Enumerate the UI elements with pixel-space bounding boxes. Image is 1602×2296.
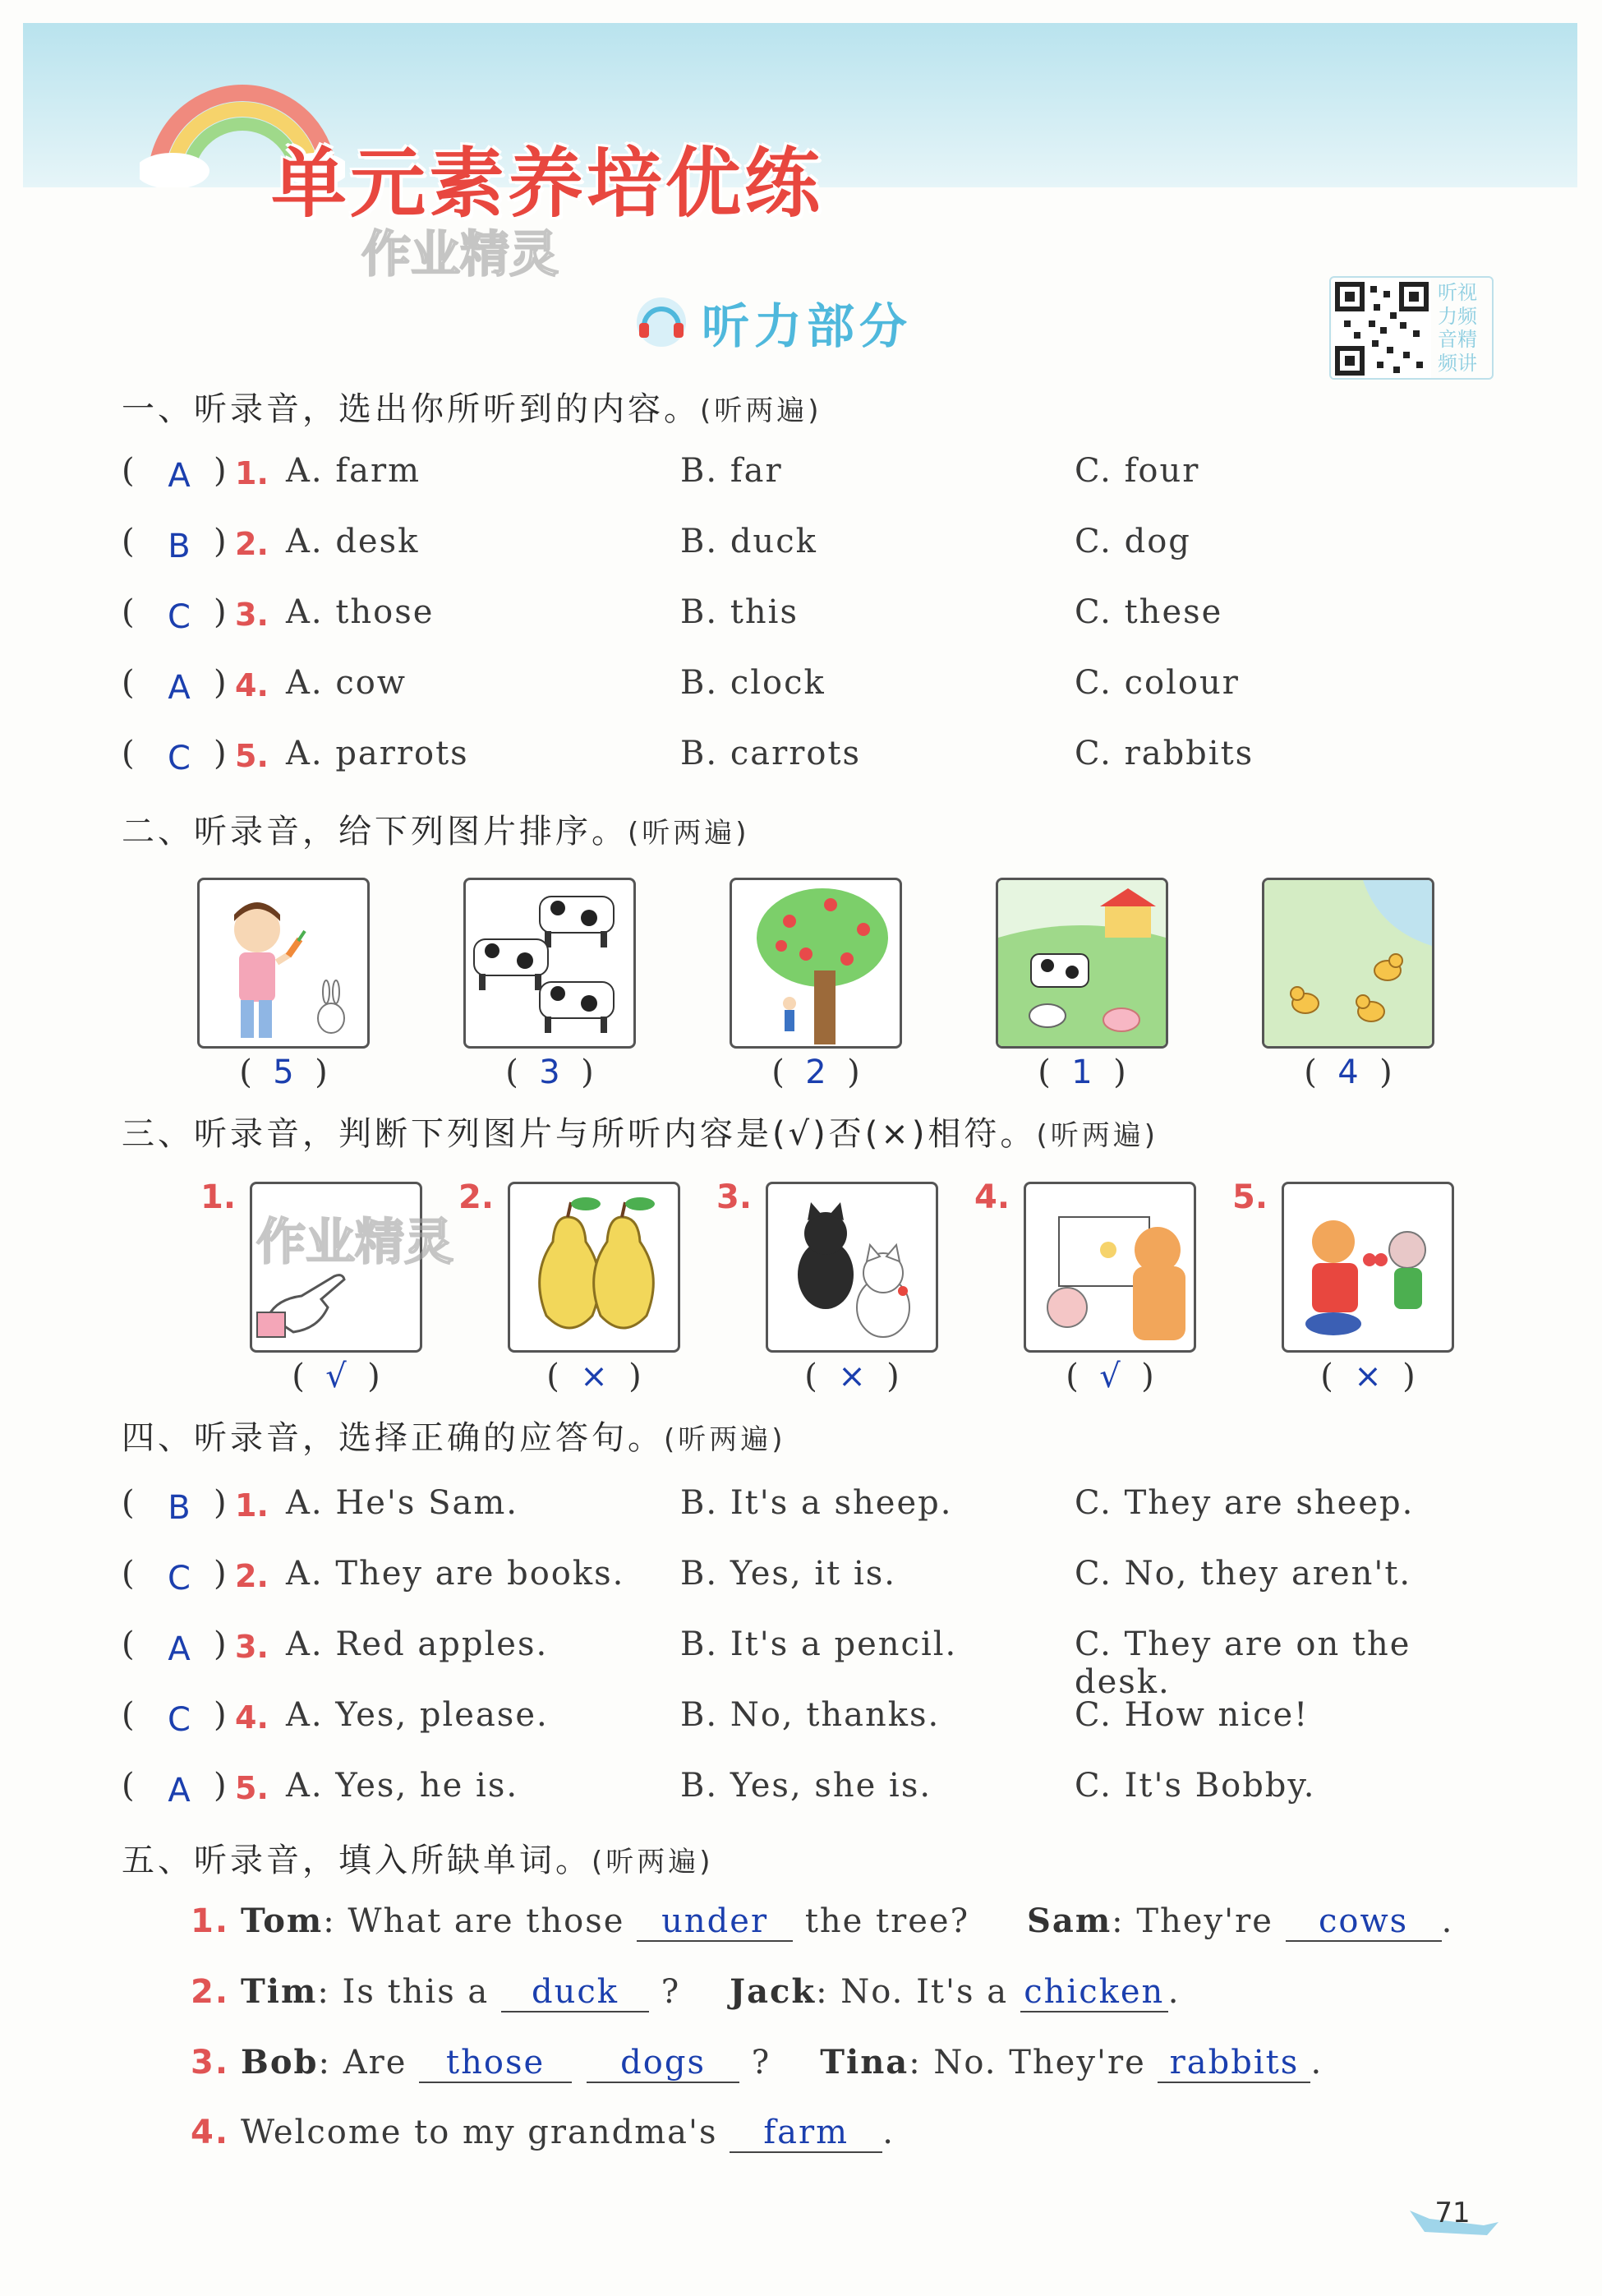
fill-text: the tree?: [793, 1902, 970, 1940]
judge-answer-3: ( × ): [804, 1358, 900, 1395]
part1-question-row: [122, 735, 1518, 784]
fill-blank[interactable]: cows: [1286, 1902, 1442, 1942]
picture-pears: [508, 1182, 680, 1353]
fill-blank[interactable]: under: [637, 1902, 793, 1942]
option-a: A. Yes, please.: [286, 1696, 549, 1734]
paren-left: (: [122, 735, 135, 772]
judge-answer-4: ( √ ): [1066, 1358, 1154, 1395]
part1-question-row: [122, 664, 1518, 713]
watermark: 作业精灵: [361, 226, 559, 284]
option-c: C. How nice!: [1075, 1696, 1310, 1734]
fill-blank[interactable]: farm: [730, 2114, 882, 2153]
order-answer-4: ( 1 ): [1038, 1053, 1126, 1091]
judge-number-4: 4.: [974, 1178, 1010, 1216]
fill-line-4: [191, 2114, 895, 2153]
order-answer-3: ( 2 ): [771, 1053, 860, 1091]
fill-text: : They're: [1112, 1902, 1286, 1940]
qr-label-char: 精: [1457, 328, 1477, 351]
speaker: Jack: [730, 1972, 817, 2011]
paren-right: ): [214, 1555, 227, 1593]
fill-blank[interactable]: dogs: [587, 2044, 739, 2083]
option-c: C. colour: [1075, 664, 1240, 702]
option-a: A. those: [286, 593, 435, 631]
judge-number-5: 5.: [1232, 1178, 1268, 1216]
question-number: 1.: [235, 1487, 269, 1524]
part4-heading: [122, 1412, 786, 1459]
order-value: 3: [539, 1053, 560, 1091]
part4-question-row: [122, 1484, 1518, 1533]
paren-right: ): [214, 452, 227, 490]
fill-text: : What are those: [323, 1902, 638, 1940]
option-b: B. It's a pencil.: [680, 1625, 958, 1663]
order-answer-1: ( 5 ): [239, 1053, 328, 1091]
fill-text: .: [1441, 1902, 1454, 1940]
speaker: Sam: [1027, 1902, 1112, 1940]
judge-number-2: 2.: [458, 1178, 495, 1216]
question-number: 4.: [235, 1699, 269, 1736]
fill-text: .: [1310, 2044, 1323, 2082]
paren-left: (: [122, 452, 135, 490]
paren-left: (: [122, 1484, 135, 1522]
paren-right: ): [214, 593, 227, 631]
section-title-label: 听力部分: [702, 298, 913, 354]
part3-hint: (听两遍): [1036, 1119, 1158, 1152]
qr-label-char: 音: [1438, 328, 1457, 351]
answer-choice[interactable]: A: [168, 669, 191, 707]
option-a: A. desk: [286, 523, 420, 560]
option-a: A. cow: [286, 664, 407, 702]
judge-value: √: [325, 1358, 347, 1395]
page-title: 单元素养培优练: [271, 140, 824, 228]
option-a: A. Red apples.: [286, 1625, 549, 1663]
order-value: 2: [805, 1053, 826, 1091]
qr-code-panel[interactable]: [1329, 276, 1494, 380]
part1-heading: [122, 383, 822, 430]
answer-choice[interactable]: B: [168, 528, 191, 565]
part4-heading-text: 四、听录音，选择正确的应答句。: [122, 1419, 664, 1457]
picture-cows: [463, 878, 636, 1049]
picture-cat-mouse-apples: [1282, 1182, 1454, 1353]
paren-left: (: [122, 664, 135, 702]
qr-label-char: 频: [1457, 304, 1477, 328]
option-b: B. It's a sheep.: [680, 1484, 953, 1522]
option-c: C. these: [1075, 593, 1223, 631]
option-c: C. It's Bobby.: [1075, 1767, 1316, 1805]
fill-blank[interactable]: duck: [501, 1973, 649, 2012]
speaker: Tina: [820, 2043, 909, 2082]
paren-right: ): [214, 523, 227, 560]
option-c: C. No, they aren't.: [1075, 1555, 1412, 1593]
qr-label-char: 力: [1438, 304, 1457, 328]
answer-choice[interactable]: C: [168, 1701, 191, 1739]
option-b: B. far: [680, 452, 783, 490]
picture-chicks: [1262, 878, 1434, 1049]
judge-value: ×: [838, 1358, 866, 1395]
fill-text: .: [1167, 1973, 1181, 2011]
paren-left: (: [122, 593, 135, 631]
paren-left: (: [122, 1696, 135, 1734]
option-a: A. They are books.: [286, 1555, 625, 1593]
option-a: A. Yes, he is.: [286, 1767, 519, 1805]
option-c: C. They are on the desk.: [1075, 1625, 1411, 1701]
option-c: C. rabbits: [1075, 735, 1254, 772]
answer-choice[interactable]: A: [168, 1772, 191, 1810]
qr-code-icon[interactable]: [1333, 279, 1431, 378]
part3-heading-text: 三、听录音，判断下列图片与所听内容是(√)否(×)相符。: [122, 1115, 1037, 1153]
option-b: B. clock: [680, 664, 826, 702]
option-b: B. Yes, she is.: [680, 1767, 932, 1805]
qr-label-char: 讲: [1457, 351, 1477, 375]
picture-farm: [996, 878, 1168, 1049]
question-number: 1.: [235, 455, 269, 491]
answer-choice[interactable]: C: [168, 1560, 191, 1598]
paren-right: ): [214, 735, 227, 772]
question-number: 3.: [235, 597, 269, 633]
answer-choice[interactable]: C: [168, 598, 191, 636]
part1-heading-text: 一、听录音，选出你所听到的内容。: [122, 390, 700, 428]
fill-text: : No. They're: [909, 2044, 1158, 2082]
part1-question-row: [122, 593, 1518, 643]
part1-question-row: [122, 452, 1518, 501]
judge-answer-2: ( × ): [546, 1358, 642, 1395]
option-b: B. this: [680, 593, 799, 631]
section-title: [633, 288, 912, 357]
page-number-badge: [1405, 2186, 1503, 2252]
headphone-icon: [633, 293, 690, 351]
fill-text: ?: [739, 2044, 771, 2082]
picture-mouse-cat-drawing: [1024, 1182, 1196, 1353]
order-answer-5: ( 4 ): [1304, 1053, 1393, 1091]
question-number: 5.: [235, 1770, 269, 1806]
paren-right: ): [214, 1767, 227, 1805]
page-number: 71: [1434, 2197, 1471, 2229]
answer-choice[interactable]: A: [168, 457, 191, 495]
order-value: 4: [1337, 1053, 1359, 1091]
answer-choice[interactable]: C: [168, 740, 191, 777]
fill-line-2: [191, 1972, 1181, 2012]
speaker: Tim: [241, 1972, 318, 2011]
part1-hint: (听两遍): [700, 394, 822, 427]
question-number: 2.: [235, 526, 269, 562]
part1-question-row: [122, 523, 1518, 572]
qr-label-char: 听: [1438, 281, 1457, 304]
part4-question-row: [122, 1767, 1518, 1816]
fill-blank[interactable]: chicken: [1020, 1973, 1168, 2012]
paren-left: (: [122, 1555, 135, 1593]
fill-text: : No. It's a: [816, 1973, 1020, 2011]
part2-hint: (听两遍): [628, 817, 750, 850]
order-answer-2: ( 3 ): [505, 1053, 594, 1091]
option-b: B. Yes, it is.: [680, 1555, 896, 1593]
judge-value: ×: [1354, 1358, 1382, 1395]
part3-heading: [122, 1108, 1158, 1155]
option-a: A. parrots: [286, 735, 469, 772]
question-number: 5.: [235, 738, 269, 774]
fill-text: : Are: [318, 2044, 420, 2082]
picture-cats: [766, 1182, 938, 1353]
fill-number: 2.: [191, 1973, 230, 2011]
part4-hint: (听两遍): [664, 1423, 786, 1456]
fill-blank[interactable]: rabbits: [1158, 2044, 1310, 2083]
fill-line-3: [191, 2043, 1323, 2083]
picture-boy-rabbit: [197, 878, 370, 1049]
watermark: 作业精灵: [256, 1214, 453, 1271]
fill-line-1: [191, 1902, 1453, 1942]
paren-right: ): [214, 664, 227, 702]
question-number: 3.: [235, 1629, 269, 1665]
fill-number: 3.: [191, 2044, 230, 2082]
judge-value: √: [1099, 1358, 1121, 1395]
qr-label: [1433, 278, 1482, 378]
part5-hint: (听两遍): [592, 1846, 714, 1879]
option-c: C. dog: [1075, 523, 1191, 560]
paren-left: (: [122, 523, 135, 560]
fill-blank[interactable]: those: [419, 2044, 572, 2083]
part2-heading-text: 二、听录音，给下列图片排序。: [122, 813, 628, 851]
option-a: A. farm: [286, 452, 421, 490]
judge-value: ×: [580, 1358, 608, 1395]
order-value: 5: [273, 1053, 294, 1091]
paren-right: ): [214, 1625, 227, 1663]
paren-left: (: [122, 1767, 135, 1805]
answer-choice[interactable]: A: [168, 1630, 191, 1668]
fill-text: ?: [649, 1973, 681, 2011]
option-c: C. four: [1075, 452, 1200, 490]
fill-text: .: [882, 2114, 895, 2151]
option-b: B. No, thanks.: [680, 1696, 941, 1734]
question-number: 2.: [235, 1558, 269, 1594]
option-a: A. He's Sam.: [286, 1484, 519, 1522]
picture-apple-tree: [730, 878, 902, 1049]
fill-number: 4.: [191, 2114, 230, 2151]
part4-question-row: [122, 1555, 1518, 1604]
speaker: Tom: [241, 1902, 324, 1940]
part5-heading-text: 五、听录音，填入所缺单词。: [122, 1842, 592, 1879]
qr-label-char: 视: [1457, 281, 1477, 304]
judge-number-1: 1.: [200, 1178, 237, 1216]
part4-question-row: [122, 1625, 1518, 1701]
part4-question-row: [122, 1696, 1518, 1745]
order-value: 1: [1071, 1053, 1093, 1091]
fill-number: 1.: [191, 1902, 230, 1940]
judge-number-3: 3.: [716, 1178, 753, 1216]
question-number: 4.: [235, 667, 269, 703]
answer-choice[interactable]: B: [168, 1489, 191, 1527]
speaker: Bob: [241, 2043, 319, 2082]
paren-right: ): [214, 1696, 227, 1734]
qr-label-char: 频: [1438, 351, 1457, 375]
fill-text: : Is this a: [317, 1973, 501, 2011]
paren-right: ): [214, 1484, 227, 1522]
option-b: B. duck: [680, 523, 817, 560]
option-b: B. carrots: [680, 735, 861, 772]
part2-heading: [122, 805, 750, 852]
option-c: C. They are sheep.: [1075, 1484, 1415, 1522]
judge-answer-5: ( × ): [1320, 1358, 1416, 1395]
judge-answer-1: ( √ ): [292, 1358, 380, 1395]
part5-heading: [122, 1834, 714, 1881]
fill-text: Welcome to my grandma's: [241, 2114, 730, 2151]
paren-left: (: [122, 1625, 135, 1663]
